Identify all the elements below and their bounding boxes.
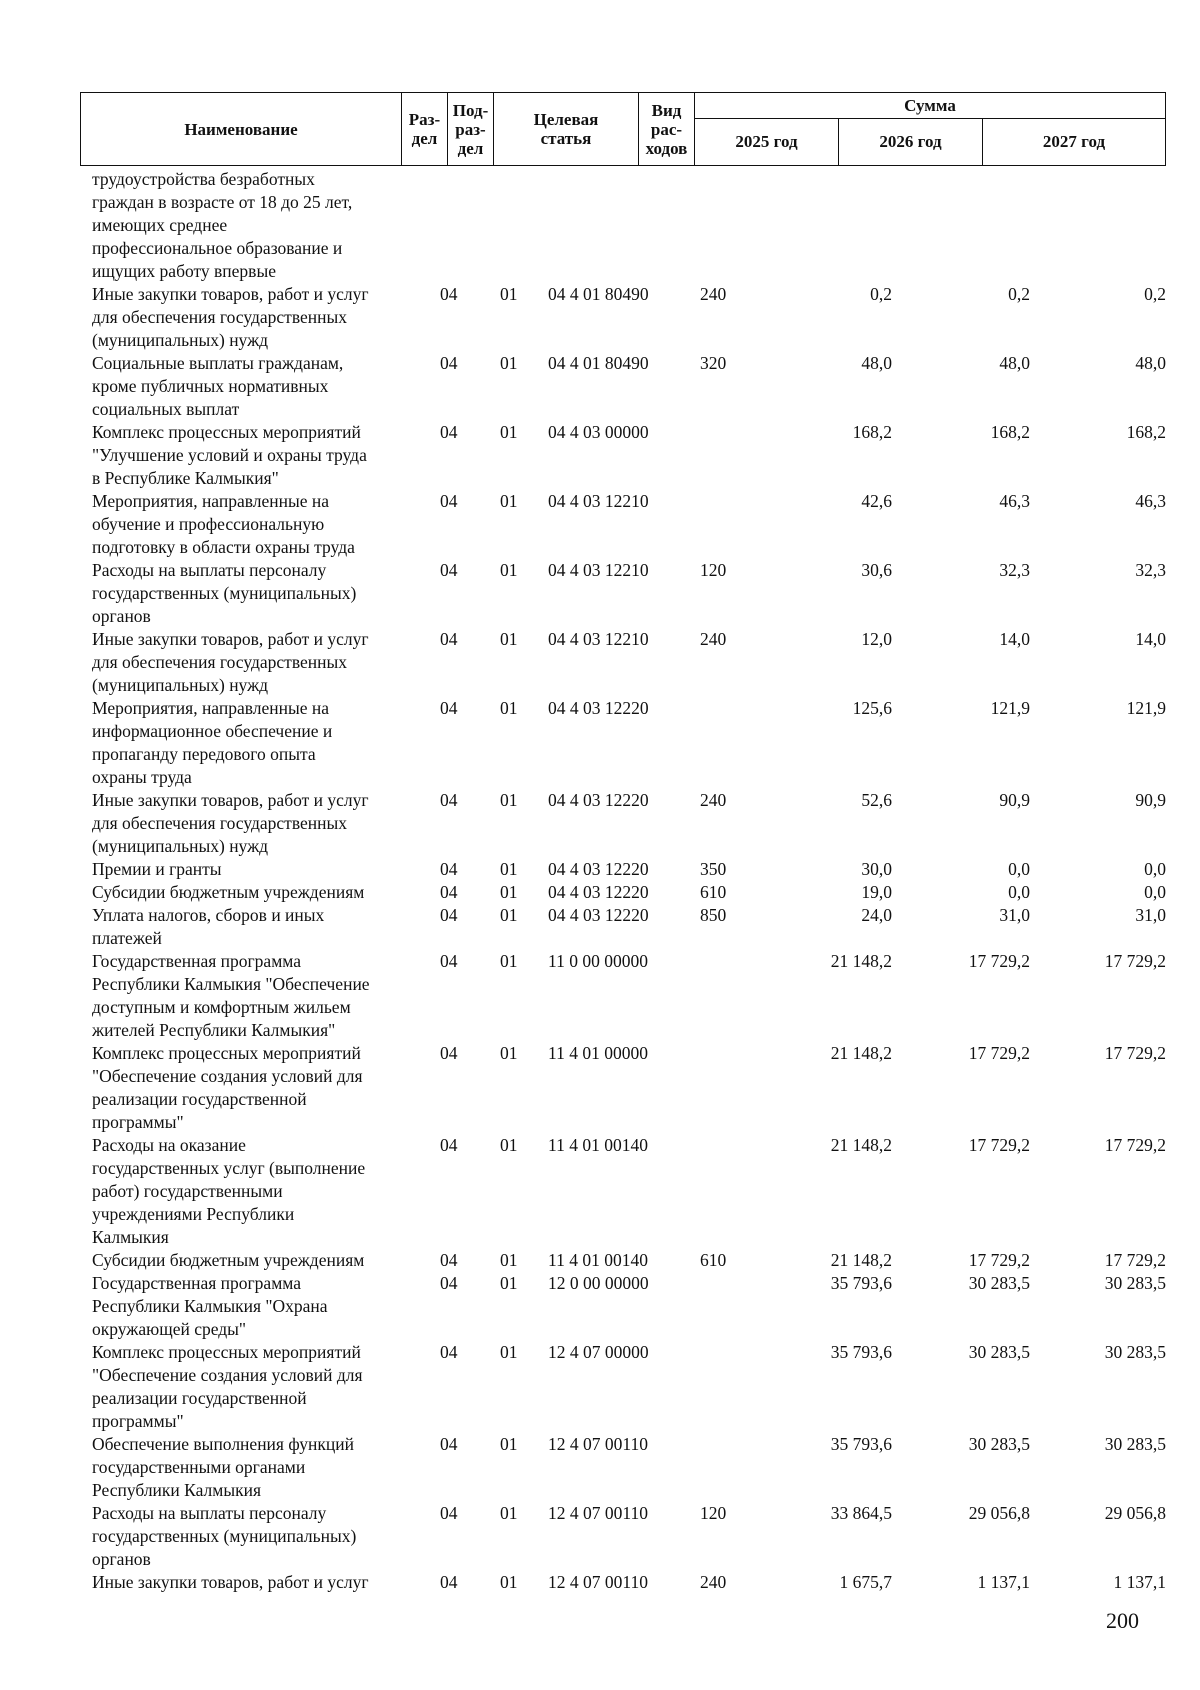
row-sum-2026: 14,0 bbox=[999, 629, 1030, 649]
row-sum-2025: 35 793,6 bbox=[830, 1434, 892, 1454]
row-celevaya-statya: 12 4 07 00110 bbox=[548, 1503, 648, 1523]
row-sum-2026: 32,3 bbox=[999, 560, 1030, 580]
row-sum-2027: 30 283,5 bbox=[1104, 1434, 1166, 1454]
row-name: Мероприятия, направленные на информационное обеспечение и пропаганду передового опыта охраны труда bbox=[92, 698, 333, 787]
row-razdel: 04 bbox=[440, 698, 458, 718]
row-razdel: 04 bbox=[440, 1503, 458, 1523]
row-celevaya-statya: 04 4 03 12220 bbox=[548, 790, 649, 810]
row-podrazdel: 01 bbox=[500, 1572, 518, 1592]
row-razdel: 04 bbox=[440, 1273, 458, 1293]
row-sum-2027: 48,0 bbox=[1135, 353, 1166, 373]
row-sum-2027: 31,0 bbox=[1135, 905, 1166, 925]
row-vid-rashodov: 120 bbox=[700, 560, 727, 580]
row-sum-2026: 90,9 bbox=[999, 790, 1030, 810]
row-razdel: 04 bbox=[440, 1572, 458, 1592]
row-name: Иные закупки товаров, работ и услуг bbox=[92, 1572, 369, 1592]
row-podrazdel: 01 bbox=[500, 491, 518, 511]
row-sum-2025: 24,0 bbox=[861, 905, 892, 925]
row-razdel: 04 bbox=[440, 353, 458, 373]
row-vid-rashodov: 240 bbox=[700, 790, 727, 810]
row-name: Иные закупки товаров, работ и услуг для обеспечения государственных (муниципальных) нужд bbox=[92, 284, 369, 350]
row-sum-2026: 29 056,8 bbox=[968, 1503, 1030, 1523]
row-sum-2025: 21 148,2 bbox=[830, 1250, 892, 1270]
row-vid-rashodov: 610 bbox=[700, 882, 727, 902]
row-sum-2025: 35 793,6 bbox=[830, 1273, 892, 1293]
row-name: Комплекс процессных мероприятий "Обеспечение создания условий для реализации государственной программы" bbox=[92, 1043, 363, 1132]
row-razdel: 04 bbox=[440, 1342, 458, 1362]
row-sum-2026: 0,2 bbox=[1008, 284, 1030, 304]
row-sum-2026: 0,0 bbox=[1008, 859, 1030, 879]
row-name: Обеспечение выполнения функций государственными органами Республики Калмыкия bbox=[92, 1434, 354, 1500]
row-sum-2026: 0,0 bbox=[1008, 882, 1030, 902]
row-razdel: 04 bbox=[440, 859, 458, 879]
header-podrazdel: Под- раз- дел bbox=[452, 100, 489, 158]
row-sum-2025: 42,6 bbox=[861, 491, 892, 511]
row-name: Государственная программа Республики Калмыкия "Охрана окружающей среды" bbox=[92, 1273, 328, 1339]
row-sum-2025: 168,2 bbox=[852, 422, 892, 442]
row-sum-2027: 17 729,2 bbox=[1104, 1135, 1166, 1155]
row-sum-2027: 0,2 bbox=[1144, 284, 1166, 304]
header-celevaya-statya: Целевая статья bbox=[533, 110, 599, 148]
row-razdel: 04 bbox=[440, 284, 458, 304]
row-podrazdel: 01 bbox=[500, 560, 518, 580]
header-year-2027: 2027 год bbox=[1042, 132, 1106, 151]
row-celevaya-statya: 04 4 03 12220 bbox=[548, 905, 649, 925]
row-podrazdel: 01 bbox=[500, 1043, 518, 1063]
row-sum-2027: 29 056,8 bbox=[1104, 1503, 1166, 1523]
row-vid-rashodov: 320 bbox=[700, 353, 727, 373]
header-summa: Сумма bbox=[904, 95, 956, 115]
row-sum-2026: 30 283,5 bbox=[968, 1273, 1030, 1293]
row-celevaya-statya: 12 4 07 00000 bbox=[548, 1342, 649, 1362]
row-razdel: 04 bbox=[440, 951, 458, 971]
row-sum-2025: 0,2 bbox=[870, 284, 892, 304]
row-sum-2027: 46,3 bbox=[1135, 491, 1166, 511]
row-sum-2025: 21 148,2 bbox=[830, 1135, 892, 1155]
row-celevaya-statya: 04 4 03 12220 bbox=[548, 859, 649, 879]
row-podrazdel: 01 bbox=[500, 905, 518, 925]
row-sum-2027: 1 137,1 bbox=[1113, 1572, 1166, 1592]
row-sum-2026: 17 729,2 bbox=[968, 1250, 1030, 1270]
row-podrazdel: 01 bbox=[500, 698, 518, 718]
row-sum-2027: 0,0 bbox=[1144, 882, 1166, 902]
row-name: Иные закупки товаров, работ и услуг для обеспечения государственных (муниципальных) нужд bbox=[92, 790, 369, 856]
row-razdel: 04 bbox=[440, 1043, 458, 1063]
row-name: Субсидии бюджетным учреждениям bbox=[92, 1250, 365, 1270]
row-celevaya-statya: 11 0 00 00000 bbox=[548, 951, 648, 971]
row-celevaya-statya: 04 4 03 12210 bbox=[548, 560, 649, 580]
row-name: Уплата налогов, сборов и иных платежей bbox=[92, 905, 325, 948]
row-celevaya-statya: 11 4 01 00140 bbox=[548, 1250, 648, 1270]
row-name: Расходы на выплаты персоналу государственных (муниципальных) органов bbox=[92, 560, 357, 626]
row-podrazdel: 01 bbox=[500, 629, 518, 649]
row-celevaya-statya: 11 4 01 00000 bbox=[548, 1043, 648, 1063]
row-sum-2025: 33 864,5 bbox=[830, 1503, 892, 1523]
row-name: Иные закупки товаров, работ и услуг для обеспечения государственных (муниципальных) нужд bbox=[92, 629, 369, 695]
row-razdel: 04 bbox=[440, 1135, 458, 1155]
row-razdel: 04 bbox=[440, 629, 458, 649]
header-name: Наименование bbox=[184, 119, 298, 139]
row-sum-2027: 17 729,2 bbox=[1104, 1250, 1166, 1270]
row-sum-2025: 12,0 bbox=[861, 629, 892, 649]
row-sum-2025: 48,0 bbox=[861, 353, 892, 373]
row-sum-2026: 1 137,1 bbox=[977, 1572, 1030, 1592]
row-celevaya-statya: 04 4 03 00000 bbox=[548, 422, 649, 442]
page-number: 200 bbox=[1106, 1608, 1139, 1633]
row-sum-2026: 17 729,2 bbox=[968, 1043, 1030, 1063]
row-podrazdel: 01 bbox=[500, 1273, 518, 1293]
row-sum-2025: 1 675,7 bbox=[839, 1572, 892, 1592]
row-name: трудоустройства безработных граждан в возрасте от 18 до 25 лет, имеющих среднее профессиональное образование и ищущих работу впервые bbox=[92, 169, 353, 281]
row-sum-2027: 168,2 bbox=[1126, 422, 1166, 442]
row-sum-2026: 31,0 bbox=[999, 905, 1030, 925]
row-sum-2025: 52,6 bbox=[861, 790, 892, 810]
header-year-2025: 2025 год bbox=[735, 132, 798, 151]
row-sum-2027: 121,9 bbox=[1126, 698, 1166, 718]
row-sum-2025: 30,0 bbox=[861, 859, 892, 879]
row-sum-2027: 30 283,5 bbox=[1104, 1273, 1166, 1293]
row-sum-2027: 30 283,5 bbox=[1104, 1342, 1166, 1362]
row-name: Субсидии бюджетным учреждениям bbox=[92, 882, 365, 902]
row-sum-2025: 19,0 bbox=[861, 882, 892, 902]
row-sum-2025: 21 148,2 bbox=[830, 1043, 892, 1063]
row-sum-2025: 30,6 bbox=[861, 560, 892, 580]
row-sum-2027: 32,3 bbox=[1135, 560, 1166, 580]
row-podrazdel: 01 bbox=[500, 859, 518, 879]
row-podrazdel: 01 bbox=[500, 951, 518, 971]
row-razdel: 04 bbox=[440, 560, 458, 580]
row-razdel: 04 bbox=[440, 491, 458, 511]
header-razdel: Раз- дел bbox=[408, 110, 441, 148]
row-vid-rashodov: 120 bbox=[700, 1503, 727, 1523]
row-podrazdel: 01 bbox=[500, 1434, 518, 1454]
row-razdel: 04 bbox=[440, 905, 458, 925]
header-year-2026: 2026 год bbox=[879, 132, 942, 151]
header-vid-rashodov: Вид рас- ходов bbox=[645, 100, 688, 158]
row-podrazdel: 01 bbox=[500, 1503, 518, 1523]
row-name: Премии и гранты bbox=[92, 859, 222, 879]
row-razdel: 04 bbox=[440, 422, 458, 442]
row-razdel: 04 bbox=[440, 882, 458, 902]
row-sum-2026: 17 729,2 bbox=[968, 1135, 1030, 1155]
row-celevaya-statya: 04 4 01 80490 bbox=[548, 284, 649, 304]
row-sum-2025: 125,6 bbox=[852, 698, 892, 718]
row-sum-2025: 21 148,2 bbox=[830, 951, 892, 971]
row-razdel: 04 bbox=[440, 790, 458, 810]
row-vid-rashodov: 240 bbox=[700, 284, 727, 304]
row-vid-rashodov: 850 bbox=[700, 905, 727, 925]
table-header bbox=[80, 92, 1166, 166]
row-sum-2027: 17 729,2 bbox=[1104, 1043, 1166, 1063]
row-vid-rashodov: 350 bbox=[700, 859, 727, 879]
row-vid-rashodov: 240 bbox=[700, 629, 727, 649]
row-celevaya-statya: 04 4 01 80490 bbox=[548, 353, 649, 373]
row-vid-rashodov: 610 bbox=[700, 1250, 727, 1270]
row-name: Мероприятия, направленные на обучение и профессиональную подготовку в области охраны труда bbox=[92, 491, 355, 557]
row-name: Комплекс процессных мероприятий "Обеспечение создания условий для реализации государственной программы" bbox=[92, 1342, 363, 1431]
row-sum-2027: 0,0 bbox=[1144, 859, 1166, 879]
row-name: Расходы на выплаты персоналу государственных (муниципальных) органов bbox=[92, 1503, 357, 1569]
row-sum-2025: 35 793,6 bbox=[830, 1342, 892, 1362]
row-sum-2026: 48,0 bbox=[999, 353, 1030, 373]
row-sum-2027: 90,9 bbox=[1135, 790, 1166, 810]
row-name: Комплекс процессных мероприятий "Улучшение условий и охраны труда в Республике Калмыкия" bbox=[92, 422, 367, 488]
row-celevaya-statya: 12 0 00 00000 bbox=[548, 1273, 649, 1293]
row-podrazdel: 01 bbox=[500, 1250, 518, 1270]
row-name: Государственная программа Республики Калмыкия "Обеспечение доступным и комфортным жильем жителей Республики Калмыкия" bbox=[92, 951, 370, 1040]
row-podrazdel: 01 bbox=[500, 422, 518, 442]
row-celevaya-statya: 04 4 03 12210 bbox=[548, 491, 649, 511]
row-celevaya-statya: 04 4 03 12220 bbox=[548, 882, 649, 902]
row-celevaya-statya: 12 4 07 00110 bbox=[548, 1434, 648, 1454]
row-sum-2026: 121,9 bbox=[990, 698, 1030, 718]
row-razdel: 04 bbox=[440, 1250, 458, 1270]
row-celevaya-statya: 11 4 01 00140 bbox=[548, 1135, 648, 1155]
row-sum-2026: 46,3 bbox=[999, 491, 1030, 511]
row-sum-2026: 168,2 bbox=[990, 422, 1030, 442]
row-celevaya-statya: 04 4 03 12220 bbox=[548, 698, 649, 718]
row-sum-2027: 14,0 bbox=[1135, 629, 1166, 649]
row-podrazdel: 01 bbox=[500, 1342, 518, 1362]
row-celevaya-statya: 12 4 07 00110 bbox=[548, 1572, 648, 1592]
row-sum-2026: 30 283,5 bbox=[968, 1434, 1030, 1454]
row-podrazdel: 01 bbox=[500, 790, 518, 810]
row-podrazdel: 01 bbox=[500, 284, 518, 304]
row-sum-2026: 30 283,5 bbox=[968, 1342, 1030, 1362]
row-celevaya-statya: 04 4 03 12210 bbox=[548, 629, 649, 649]
row-razdel: 04 bbox=[440, 1434, 458, 1454]
row-sum-2027: 17 729,2 bbox=[1104, 951, 1166, 971]
row-sum-2026: 17 729,2 bbox=[968, 951, 1030, 971]
row-podrazdel: 01 bbox=[500, 353, 518, 373]
row-name: Социальные выплаты гражданам, кроме публичных нормативных социальных выплат bbox=[92, 353, 344, 419]
row-podrazdel: 01 bbox=[500, 1135, 518, 1155]
row-vid-rashodov: 240 bbox=[700, 1572, 727, 1592]
row-name: Расходы на оказание государственных услуг (выполнение работ) государственными учреждениями Республики Калмыкия bbox=[92, 1135, 366, 1247]
row-podrazdel: 01 bbox=[500, 882, 518, 902]
